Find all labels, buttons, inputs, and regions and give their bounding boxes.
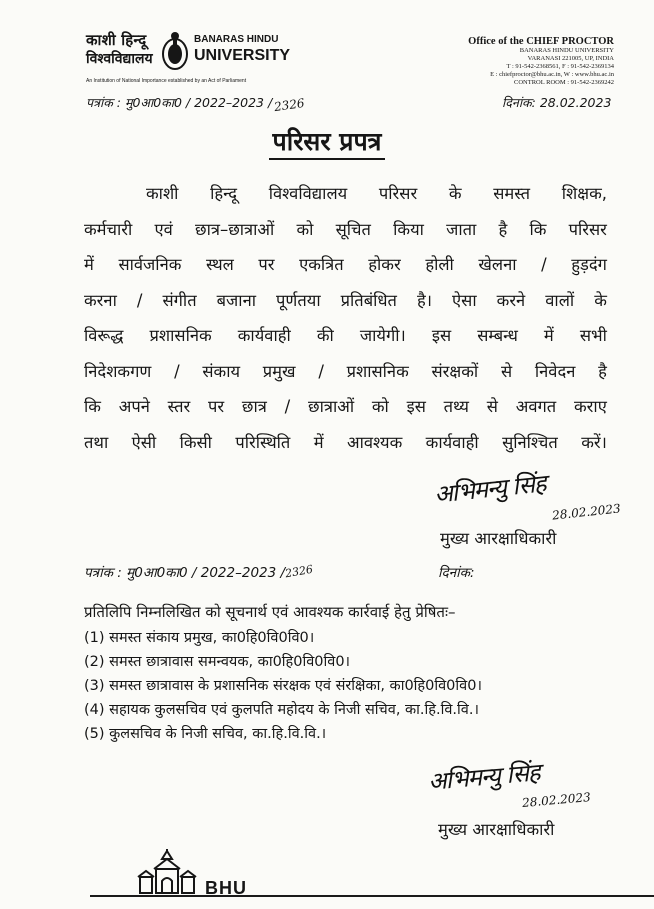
body-word: /	[136, 290, 143, 310]
logo-tagline: An Institution of National Importance established by an Act of Parliament	[86, 78, 247, 84]
body-word: खेलना	[478, 255, 517, 274]
body-word: में	[84, 255, 94, 274]
body-word: है।	[417, 290, 433, 310]
page-title	[0, 124, 654, 158]
body-word: विश्वविद्यालय	[268, 184, 348, 203]
footer-rule	[90, 895, 654, 897]
body-word: सम्बन्ध	[477, 326, 518, 345]
body-word: की	[316, 326, 334, 345]
body-word: /	[174, 361, 180, 381]
body-word: कार्यवाही	[425, 432, 479, 452]
logo-hindi-line1: काशी हिन्दू	[86, 31, 147, 49]
body-word: कि	[529, 219, 547, 239]
body-word: छात्राओं	[308, 397, 355, 416]
body-line	[84, 318, 607, 354]
body-word: /	[284, 397, 291, 416]
logo-hindi-line2: विश्वविद्यालय	[86, 51, 153, 67]
body-word: छात्र	[241, 397, 267, 416]
body-word: अवगत	[515, 397, 557, 416]
copy-to-item: (3) समस्त छात्रावास के प्रशासनिक संरक्षक एवं संरक्षिका, का0हि0वि0वि0।	[84, 678, 482, 694]
body-word: कराए	[574, 397, 607, 416]
logo-english-line1: BANARAS HINDU	[194, 34, 279, 45]
body-word: तथ्य	[443, 397, 470, 416]
body-word: के	[448, 184, 462, 203]
body-word: कार्यवाही	[237, 326, 291, 345]
body-word: समस्त	[493, 184, 531, 203]
office-address-2: VARANASI 221005, UP, INDIA	[527, 55, 614, 62]
footer-logo: BHU	[205, 878, 247, 898]
body-word: प्रशासनिक	[346, 361, 409, 381]
body-word: छात्र–छात्राओं	[195, 219, 275, 239]
office-control-room: CONTROL ROOM : 91-542-2369242	[514, 79, 614, 86]
copy-to-heading: प्रतिलिपि निम्नलिखित को सूचनार्थ एवं आवश्यक कार्रवाई हेतु प्रेषितः–	[84, 603, 456, 621]
copy-to-item: (4) सहायक कुलसचिव एवं कुलपति महोदय के निजी सचिव, का.हि.वि.वि.।	[84, 702, 479, 718]
body-word: निवेदन	[534, 361, 576, 381]
signatory-designation-1: मुख्य आरक्षाधिकारी	[440, 529, 557, 548]
body-word: प्रतिबंधित	[340, 290, 397, 310]
body-word: हिन्दू	[210, 184, 238, 203]
body-word: संरक्षकों	[431, 361, 479, 381]
copy-reference-label: पत्रांक : मु0आ0का0 / 2022–2023 /	[84, 565, 286, 581]
body-word: जाता	[446, 219, 477, 239]
body-line	[84, 354, 607, 390]
copy-to-item: (2) समस्त छात्रावास समन्वयक, का0हि0वि0वि0।	[84, 654, 351, 670]
body-word: स्थल	[205, 255, 234, 274]
signature-2: अभिमन्यु सिंह	[427, 758, 541, 796]
body-line	[84, 389, 607, 425]
body-word: जायेगी।	[359, 326, 406, 345]
body-word: को	[296, 219, 314, 239]
body-word: किया	[393, 219, 424, 239]
office-address-block	[404, 36, 614, 87]
body-word: सूचित	[335, 219, 371, 239]
copy-date-label: दिनांक:	[438, 565, 475, 581]
copy-reference-number	[84, 563, 313, 581]
notice-body	[84, 176, 607, 460]
university-seal-icon	[160, 30, 190, 72]
body-word: करें।	[581, 432, 607, 452]
body-word: परिसर	[568, 219, 607, 239]
office-title: Office of the CHIEF PROCTOR	[468, 36, 614, 47]
signatory-designation-2: मुख्य आरक्षाधिकारी	[438, 820, 555, 839]
body-word: संगीत	[162, 290, 197, 310]
body-word: प्रशासनिक	[149, 326, 212, 345]
body-word: प्रमुख	[262, 361, 296, 381]
body-word: ऐसा	[452, 290, 477, 310]
body-word: काशी	[146, 184, 179, 203]
body-word: हुड़दंग	[571, 255, 607, 274]
body-word: के	[594, 290, 607, 310]
body-word: शिक्षक,	[561, 184, 607, 203]
body-word: परिस्थिति	[235, 432, 291, 452]
body-line	[84, 176, 607, 212]
body-word: अपने	[118, 397, 150, 416]
body-word: में	[543, 326, 554, 345]
body-word: होली	[425, 255, 454, 274]
body-word: इस	[431, 326, 452, 345]
page-title-text: परिसर प्रपत्र	[269, 127, 386, 160]
body-word: आवश्यक	[346, 432, 403, 452]
bhu-building-icon	[134, 849, 200, 895]
reference-number	[86, 94, 306, 115]
body-word: करने	[496, 290, 526, 310]
body-word: होकर	[368, 255, 401, 274]
body-word: में	[313, 432, 324, 452]
body-word: करना	[84, 290, 117, 310]
body-word: है	[498, 219, 508, 239]
copy-to-item: (5) कुलसचिव के निजी सचिव, का.हि.वि.वि.।	[84, 726, 327, 742]
body-line	[84, 425, 607, 461]
body-word: वालों	[545, 290, 575, 310]
body-word: पर	[258, 255, 275, 274]
body-word: /	[541, 255, 547, 274]
body-word: किसी	[179, 432, 212, 452]
body-word: है	[598, 361, 607, 381]
body-word: से	[500, 361, 513, 381]
copy-reference-handwritten-number: 2326	[284, 562, 314, 581]
body-line	[84, 212, 607, 248]
body-word: पूर्णतया	[276, 290, 321, 310]
body-word: इस	[406, 397, 426, 416]
body-word: सार्वजनिक	[118, 255, 182, 274]
office-email: E : chiefproctor@bhu.ac.in, W : www.bhu.ac.in	[490, 71, 614, 78]
office-address-1: BANARAS HINDU UNIVERSITY	[519, 47, 614, 54]
body-word: विरूद्ध	[84, 326, 124, 345]
copy-to-list	[84, 626, 482, 746]
body-word: बजाना	[216, 290, 257, 310]
body-word: सुनिश्चित	[502, 432, 558, 452]
body-word: ऐसी	[131, 432, 157, 452]
body-word: एकत्रित	[299, 255, 344, 274]
signature-1-date: 28.02.2023	[551, 501, 622, 523]
signature-2-date: 28.02.2023	[521, 790, 592, 810]
body-word: परिसर	[378, 184, 418, 203]
body-word: कर्मचारी	[84, 219, 133, 239]
body-word: से	[486, 397, 498, 416]
copy-to-item: (1) समस्त संकाय प्रमुख, का0हि0वि0वि0।	[84, 630, 315, 646]
body-word: सभी	[579, 326, 607, 345]
body-word: पर	[208, 397, 225, 416]
logo-english-line2: UNIVERSITY	[194, 47, 291, 64]
body-word: /	[318, 361, 324, 381]
office-phone: T : 91-542-2368561, F : 91-542-2369134	[506, 63, 614, 70]
body-word: संकाय	[202, 361, 241, 381]
reference-handwritten-number: 2326	[273, 95, 306, 115]
body-word: निदेशकगण	[84, 361, 152, 381]
body-word: एवं	[154, 219, 173, 239]
body-word: कि	[84, 397, 101, 416]
body-line	[84, 247, 607, 283]
document-date: दिनांक: 28.02.2023	[502, 95, 612, 110]
body-word: तथा	[84, 432, 109, 452]
signature-1: अभिमन्यु सिंह	[432, 469, 547, 509]
body-line	[84, 283, 607, 319]
body-word: को	[371, 397, 389, 416]
university-logo	[86, 30, 291, 86]
body-word: स्तर	[167, 397, 191, 416]
reference-label: पत्रांक : मु0आ0का0 / 2022–2023 /	[86, 95, 273, 110]
